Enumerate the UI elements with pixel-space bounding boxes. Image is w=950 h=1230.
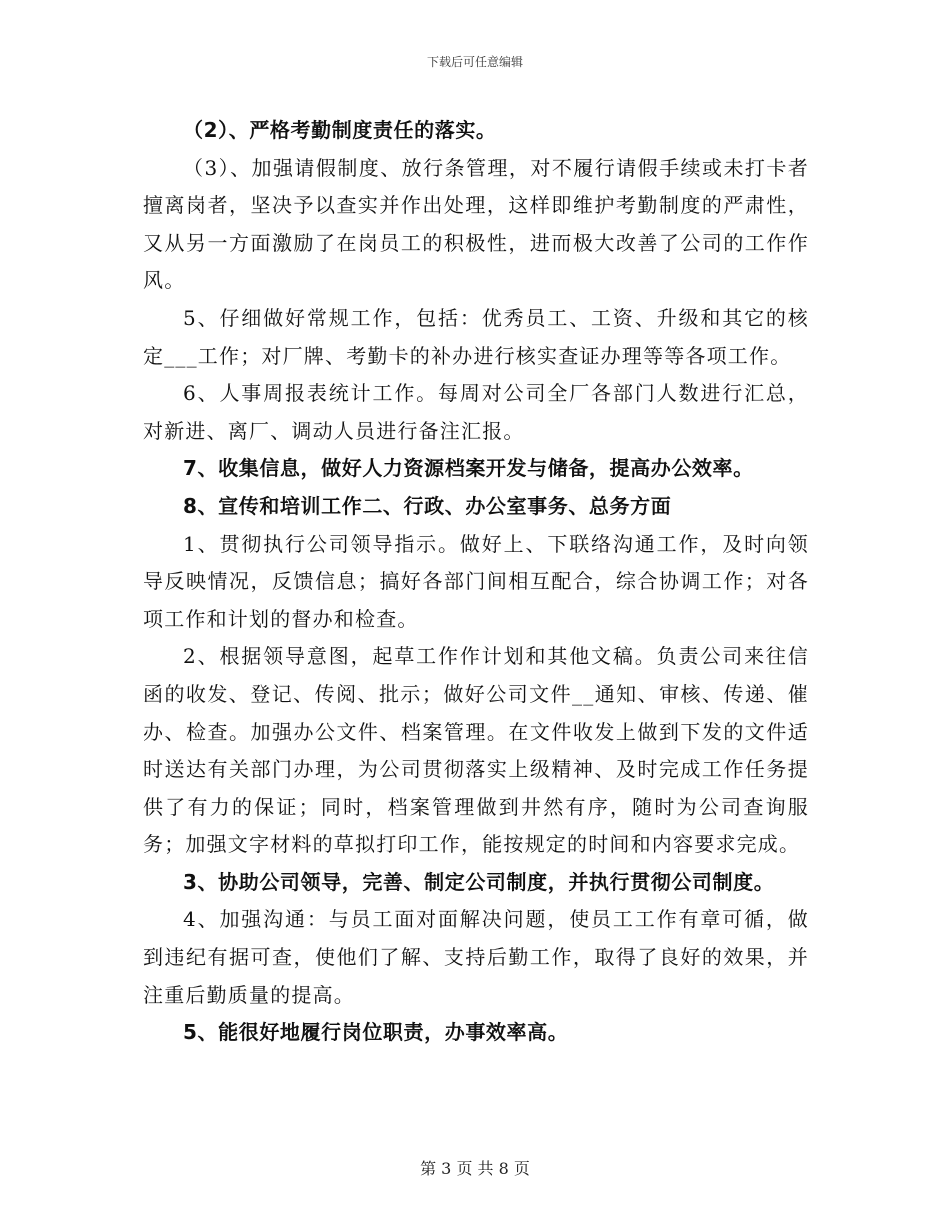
paragraph: 1、贯彻执行公司领导指示。做好上、下联络沟通工作，及时向领导反映情况，反馈信息；搞好各部门间相互配合，综合协调工作；对各项工作和计划的督办和检查。 <box>143 531 809 631</box>
paragraph: 8、宣传和培训工作二、行政、办公室事务、总务方面 <box>183 493 672 518</box>
paragraph: 7、收集信息，做好人力资源档案开发与储备，提高办公效率。 <box>183 456 754 481</box>
page-number: 第 3 页 共 8 页 <box>420 1159 530 1178</box>
page-header-note: 下载后可任意编辑 <box>426 55 523 69</box>
paragraph: 2、根据领导意图，起草工作作计划和其他文稿。负责公司来往信函的收发、登记、传阅、批示；做好公司文件__通知、审核、传递、催办、检查。加强办公文件、档案管理。在文件收发上做到下发的文件适时送达有关部门办理，为公司贯彻落实上级精神、及时完成工作任务提供了有力的保证；同时，档案管理做到井然有序，随时为公司查询服务；加强文字材料的草拟打印工作，能按规定的时间和内容要求完成。 <box>143 644 809 857</box>
paragraph: 3、协助公司领导，完善、制定公司制度，并执行贯彻公司制度。 <box>183 869 775 894</box>
paragraph: （3）、加强请假制度、放行条管理，对不履行请假手续或未打卡者擅离岗者，坚决予以查实并作出处理，这样即维护考勤制度的严肃性，又从另一方面激励了在岗员工的积极性，进而极大改善了公司的工作作风。 <box>143 155 809 293</box>
paragraph: 6、人事周报表统计工作。每周对公司全厂各部门人数进行汇总，对新进、离厂、调动人员进行备注汇报。 <box>143 381 809 443</box>
paragraph: （2）、严格考勤制度责任的落实。 <box>183 118 497 142</box>
paragraph: 5、仔细做好常规工作，包括：优秀员工、工资、升级和其它的核定___工作；对厂牌、考勤卡的补办进行核实查证办理等等各项工作。 <box>143 305 809 368</box>
paragraph: 5、能很好地履行岗位职责，办事效率高。 <box>183 1020 569 1045</box>
paragraph: 4、加强沟通：与员工面对面解决问题，使员工工作有章可循，做到违纪有据可查，使他们了解、支持后勤工作，取得了良好的效果，并注重后勤质量的提高。 <box>143 907 809 1007</box>
document-body <box>143 112 809 1052</box>
